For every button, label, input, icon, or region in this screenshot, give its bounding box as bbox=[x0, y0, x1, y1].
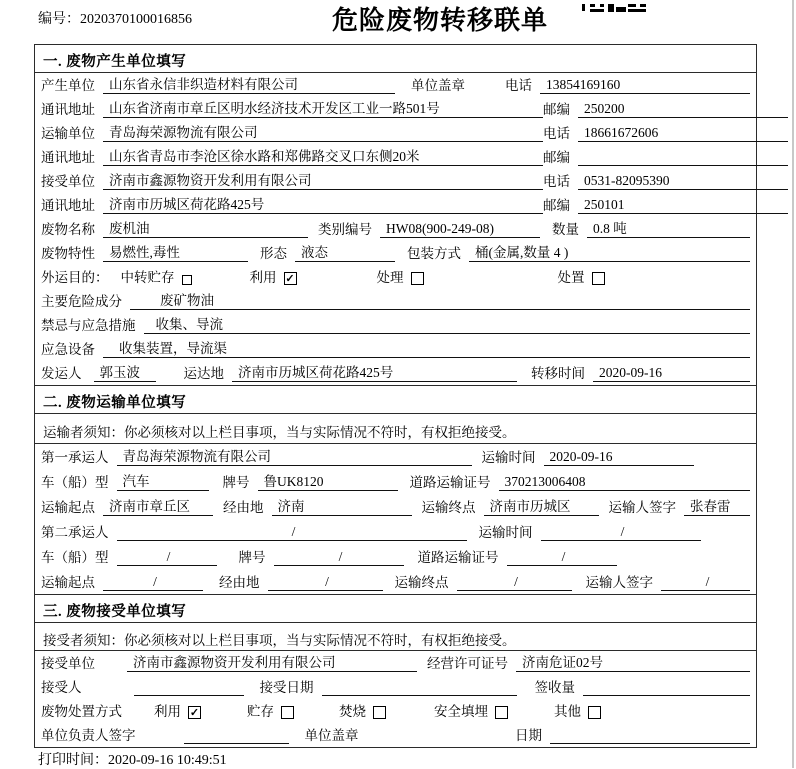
waste-name-value: 废机油 bbox=[103, 217, 308, 238]
row-accept-unit bbox=[35, 651, 756, 675]
producer-unit-label: 产生单位 bbox=[41, 78, 95, 93]
emergency-measures-value: 收集、导流 bbox=[144, 313, 751, 334]
hazard-component-label: 主要危险成分 bbox=[41, 294, 122, 309]
via2-value: / bbox=[268, 574, 383, 591]
receiver-address-value: 济南市历城区荷花路425号 bbox=[103, 193, 543, 214]
purpose-treatment-checkbox bbox=[411, 272, 424, 285]
qr-code-fragment-icon bbox=[582, 0, 652, 9]
waste-code-label: 类别编号 bbox=[318, 222, 372, 237]
via2-label: 经由地 bbox=[219, 575, 260, 590]
waste-character-value: 易燃性,毒性 bbox=[103, 241, 248, 262]
transporter-unit-label: 运输单位 bbox=[41, 126, 95, 141]
acceptor-label: 接受人 bbox=[41, 680, 82, 695]
row-first-carrier bbox=[35, 444, 756, 469]
transporter-address-label: 通讯地址 bbox=[41, 150, 95, 165]
received-qty-label: 签收量 bbox=[534, 680, 575, 695]
end2-value: / bbox=[457, 574, 572, 591]
row-producer-address bbox=[35, 97, 756, 121]
accept-date-value bbox=[322, 680, 517, 696]
first-carrier-label: 第一承运人 bbox=[41, 450, 109, 465]
waste-qty-value: 0.8 吨 bbox=[587, 217, 750, 238]
disposal-option-storage bbox=[247, 700, 294, 720]
disposal-storage-checkbox bbox=[281, 706, 294, 719]
plate1-value: 鲁UK8120 bbox=[258, 470, 398, 491]
transporter-zip-value bbox=[578, 150, 788, 166]
hazard-component-value: 废矿物油 bbox=[130, 289, 750, 310]
vehicle-type1-value: 汽车 bbox=[117, 470, 209, 491]
producer-address-label: 通讯地址 bbox=[41, 102, 95, 117]
waste-character-label: 废物特性 bbox=[41, 246, 95, 261]
received-qty-value bbox=[583, 680, 750, 696]
purpose-option-treatment bbox=[377, 266, 424, 286]
row-transporter-address bbox=[35, 145, 756, 169]
receiver-notice: 接受者须知：你必须核对以上栏目事项，当与实际情况不符时，有权拒绝接受。 bbox=[35, 623, 756, 651]
receiver-phone-value: 0531-82095390 bbox=[578, 173, 788, 190]
disposal-landfill-label: 安全填埋 bbox=[434, 704, 488, 719]
disposal-other-checkbox bbox=[588, 706, 601, 719]
transport-time2-value: / bbox=[541, 524, 701, 541]
receiver-phone-label: 电话 bbox=[543, 174, 570, 189]
accept-unit-label: 接受单位 bbox=[41, 656, 95, 671]
section-producer-title: 一. 废物产生单位填写 bbox=[35, 45, 756, 73]
packing-label: 包装方式 bbox=[407, 246, 461, 261]
vehicle-type2-label: 车（船）型 bbox=[41, 550, 109, 565]
producer-phone-value: 13854169160 bbox=[540, 77, 750, 94]
section-producer bbox=[34, 44, 757, 386]
row-emergency-equipment bbox=[35, 337, 756, 361]
road-license1-label: 道路运输证号 bbox=[409, 475, 491, 490]
origin2-value: / bbox=[103, 574, 203, 591]
row-transporter bbox=[35, 121, 756, 145]
receiver-unit-value: 济南市鑫源物资开发利用有限公司 bbox=[103, 169, 543, 190]
print-time-value: 2020-09-16 10:49:51 bbox=[108, 753, 227, 768]
row-transfer-purpose bbox=[35, 265, 756, 289]
section-receiver-title: 三. 废物接受单位填写 bbox=[35, 595, 756, 623]
responsible-sign-value bbox=[184, 728, 289, 744]
producer-zip-value: 250200 bbox=[578, 101, 788, 118]
destination-value: 济南市历城区荷花路425号 bbox=[232, 361, 517, 382]
receiver-date-value bbox=[550, 728, 750, 744]
transfer-purpose-label: 外运目的： bbox=[41, 270, 109, 285]
accept-date-label: 接受日期 bbox=[259, 680, 314, 695]
consignor-value: 郭玉波 bbox=[94, 361, 156, 382]
road-license2-value: / bbox=[507, 549, 617, 566]
receiver-address-label: 通讯地址 bbox=[41, 198, 95, 213]
purpose-option-transit-storage bbox=[121, 266, 192, 286]
transporter-zip-label: 邮编 bbox=[543, 150, 570, 165]
transport-time2-label: 运输时间 bbox=[478, 525, 533, 540]
waste-name-label: 废物名称 bbox=[41, 222, 95, 237]
section-receiver bbox=[34, 594, 757, 748]
origin1-label: 运输起点 bbox=[41, 500, 95, 515]
purpose-disposal-label: 处置 bbox=[557, 270, 585, 285]
row-hazard-component bbox=[35, 289, 756, 313]
waste-form-value: 液态 bbox=[295, 241, 395, 262]
permit-number-value: 济南危证02号 bbox=[516, 651, 750, 672]
section-transporter-title: 二. 废物运输单位填写 bbox=[35, 386, 756, 414]
acceptor-value bbox=[134, 680, 244, 696]
purpose-recycle-label: 利用 bbox=[249, 270, 277, 285]
disposal-option-incineration bbox=[339, 700, 386, 720]
disposal-recycle-label: 利用 bbox=[154, 704, 181, 719]
purpose-treatment-label: 处理 bbox=[376, 270, 404, 285]
disposal-option-landfill bbox=[434, 700, 508, 720]
receiver-zip-value: 250101 bbox=[578, 197, 788, 214]
disposal-incineration-label: 焚烧 bbox=[339, 704, 366, 719]
transport-time1-label: 运输时间 bbox=[481, 450, 536, 465]
responsible-sign-label: 单位负责人签字 bbox=[41, 728, 136, 743]
sign2-value: / bbox=[661, 574, 750, 591]
transporter-unit-value: 青岛海荣源物流有限公司 bbox=[103, 121, 543, 142]
sign2-label: 运输人签字 bbox=[585, 575, 653, 590]
document-number-value: 2020370100016856 bbox=[80, 12, 192, 27]
transporter-phone-value: 18661672606 bbox=[578, 125, 788, 142]
vehicle-type1-label: 车（船）型 bbox=[41, 475, 109, 490]
unit-seal-label: 单位盖章 bbox=[411, 78, 465, 93]
waste-code-value: HW08(900-249-08) bbox=[380, 221, 540, 238]
end1-value: 济南市历城区 bbox=[484, 495, 599, 516]
disposal-option-recycle bbox=[154, 700, 201, 720]
purpose-option-disposal bbox=[558, 266, 605, 286]
scan-page-edge bbox=[792, 0, 794, 768]
first-carrier-value: 青岛海荣源物流有限公司 bbox=[117, 445, 472, 466]
row-acceptor bbox=[35, 675, 756, 699]
emergency-equipment-value: 收集装置，导流渠 bbox=[103, 337, 750, 358]
print-time-label: 打印时间： bbox=[38, 753, 108, 768]
disposal-storage-label: 贮存 bbox=[247, 704, 274, 719]
via1-label: 经由地 bbox=[223, 500, 264, 515]
accept-unit-value: 济南市鑫源物资开发利用有限公司 bbox=[127, 651, 417, 672]
second-carrier-value: / bbox=[117, 524, 467, 541]
document-number-label: 编号： bbox=[38, 12, 80, 27]
page-title: 危险废物转移联单 bbox=[332, 6, 549, 35]
plate1-label: 牌号 bbox=[222, 475, 250, 490]
producer-unit-value: 山东省永信非织造材料有限公司 bbox=[103, 73, 395, 94]
row-receiver-address bbox=[35, 193, 756, 217]
disposal-incineration-checkbox bbox=[373, 706, 386, 719]
document-number bbox=[38, 8, 192, 28]
vehicle-type2-value: / bbox=[117, 549, 217, 566]
row-second-carrier bbox=[35, 519, 756, 544]
permit-number-label: 经营许可证号 bbox=[427, 656, 508, 671]
sign1-label: 运输人签字 bbox=[608, 500, 676, 515]
row-emergency-measures bbox=[35, 313, 756, 337]
purpose-option-recycle bbox=[250, 266, 297, 286]
disposal-other-label: 其他 bbox=[554, 704, 581, 719]
end1-label: 运输终点 bbox=[421, 500, 476, 515]
receiver-unit-label: 接受单位 bbox=[41, 174, 95, 189]
disposal-method-label: 废物处置方式 bbox=[41, 704, 122, 719]
packing-value: 桶(金属,数量 4 ) bbox=[469, 241, 750, 262]
origin1-value: 济南市章丘区 bbox=[103, 495, 213, 516]
purpose-transit-storage-label: 中转贮存 bbox=[120, 270, 175, 285]
waste-qty-label: 数量 bbox=[552, 222, 579, 237]
sign1-value: 张春雷 bbox=[684, 495, 750, 516]
manifest-form bbox=[34, 44, 757, 748]
row-responsible-signature bbox=[35, 723, 756, 747]
row-route1 bbox=[35, 494, 756, 519]
transfer-date-value: 2020-09-16 bbox=[593, 365, 750, 382]
row-vehicle2 bbox=[35, 544, 756, 569]
disposal-recycle-checkbox: ✓ bbox=[189, 707, 200, 719]
purpose-transit-storage-checkbox bbox=[182, 275, 192, 285]
row-route2 bbox=[35, 569, 756, 594]
print-time bbox=[38, 749, 227, 769]
section-transporter bbox=[34, 385, 757, 595]
row-consignor bbox=[35, 361, 756, 385]
row-producer bbox=[35, 73, 756, 97]
purpose-recycle-checkbox: ✓ bbox=[285, 273, 295, 285]
disposal-landfill-checkbox bbox=[495, 706, 508, 719]
road-license2-label: 道路运输证号 bbox=[417, 550, 499, 565]
producer-phone-label: 电话 bbox=[505, 78, 532, 93]
transporter-phone-label: 电话 bbox=[543, 126, 570, 141]
end2-label: 运输终点 bbox=[394, 575, 449, 590]
consignor-label: 发运人 bbox=[41, 366, 82, 381]
transport-time1-value: 2020-09-16 bbox=[544, 449, 694, 466]
row-waste-character bbox=[35, 241, 756, 265]
row-receiver bbox=[35, 169, 756, 193]
transporter-address-value: 山东省青岛市李沧区徐水路和郑佛路交叉口东侧20米 bbox=[103, 145, 543, 166]
producer-address-value: 山东省济南市章丘区明水经济技术开发区工业一路501号 bbox=[103, 97, 543, 118]
via1-value: 济南 bbox=[272, 495, 412, 516]
waste-form-label: 形态 bbox=[260, 246, 287, 261]
disposal-option-other bbox=[554, 700, 601, 720]
receiver-zip-label: 邮编 bbox=[543, 198, 570, 213]
road-license1-value: 370213006408 bbox=[499, 474, 751, 491]
transporter-notice: 运输者须知：你必须核对以上栏目事项，当与实际情况不符时，有权拒绝接受。 bbox=[35, 414, 756, 444]
receiver-seal-label: 单位盖章 bbox=[304, 728, 359, 743]
plate2-label: 牌号 bbox=[238, 550, 266, 565]
receiver-date-label: 日期 bbox=[515, 728, 542, 743]
purpose-disposal-checkbox bbox=[592, 272, 605, 285]
row-vehicle1 bbox=[35, 469, 756, 494]
transfer-date-label: 转移时间 bbox=[531, 366, 585, 381]
second-carrier-label: 第二承运人 bbox=[41, 525, 109, 540]
emergency-measures-label: 禁忌与应急措施 bbox=[41, 318, 136, 333]
row-disposal-method bbox=[35, 699, 756, 723]
producer-zip-label: 邮编 bbox=[543, 102, 570, 117]
plate2-value: / bbox=[274, 549, 404, 566]
row-waste-name bbox=[35, 217, 756, 241]
origin2-label: 运输起点 bbox=[41, 575, 95, 590]
emergency-equipment-label: 应急设备 bbox=[41, 342, 95, 357]
destination-label: 运达地 bbox=[183, 366, 224, 381]
